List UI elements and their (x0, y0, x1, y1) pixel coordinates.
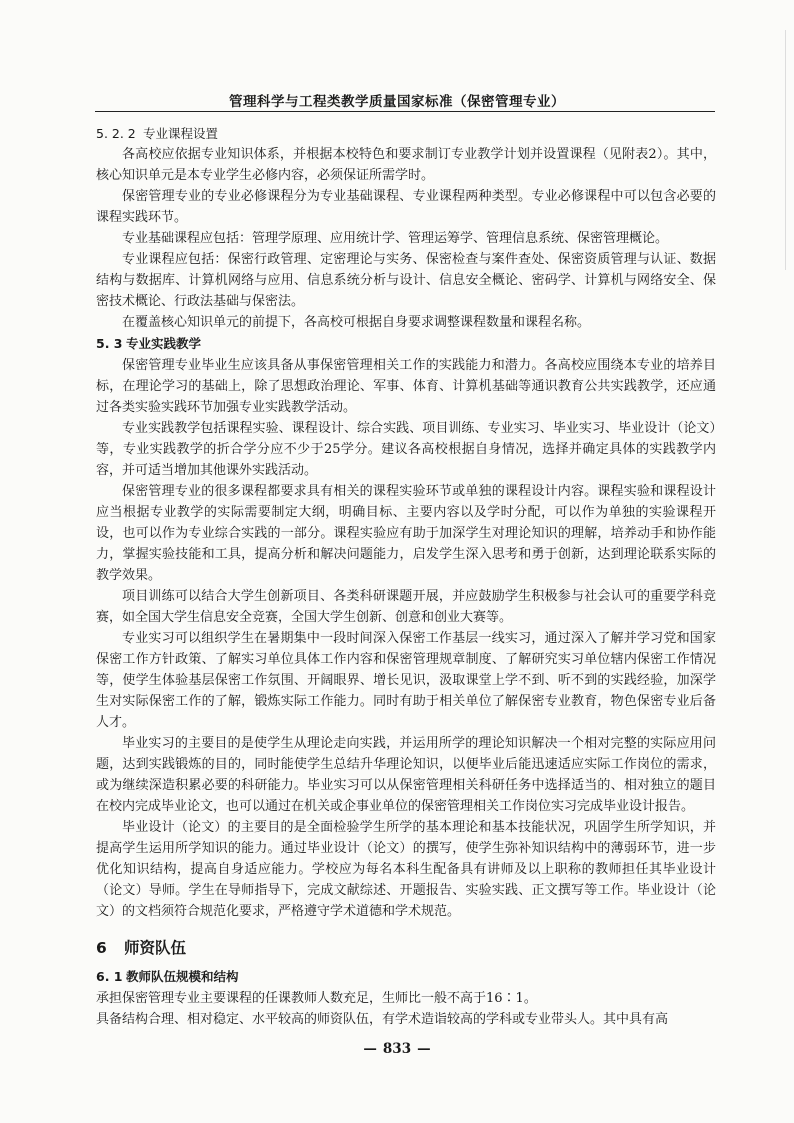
section-number: 5. 3 (96, 336, 123, 351)
section-title: 教师队伍规模和结构 (126, 969, 239, 984)
section-title: 专业实践教学 (126, 336, 202, 351)
paragraph: 保密管理专业毕业生应该具备从事保密管理相关工作的实践能力和潜力。各高校应围绕本专业的培养目标，在理论学习的基础上，除了思想政治理论、军事、体育、计算机基础等通识教育公共实践教学，还应通过各类实验实践环节加强专业实践教学活动。 (96, 358, 716, 415)
paragraph: 保密管理专业的很多课程都要求具有相关的课程实验环节或单独的课程设计内容。课程实验和课程设计应当根据专业教学的实际需要制定大纲，明确目标、主要内容以及学时分配，可以作为单独的实验课程开设，也可以作为专业综合实践的一部分。课程实验应有助于加深学生对理论知识的理解，培养动手和协作能力，掌握实验技能和工具，提高分析和解决问题能力，启发学生深入思考和勇于创新，达到理论联系实际的教学效果。 (96, 484, 716, 583)
paragraph: 毕业实习的主要目的是使学生从理论走向实践，并运用所学的理论知识解决一个相对完整的实际应用问题，达到实践锻炼的目的，同时能使学生总结升华理论知识，以便毕业后能迅速适应实际工作岗位的需求，或为继续深造积累必要的科研能力。毕业实习可以从保密管理相关科研任务中选择适当的、相对独立的题目在校内完成毕业论文，也可以通过在机关或企事业单位的保密管理相关工作岗位实习完成毕业设计报告。 (96, 736, 716, 814)
paragraph: 专业实践教学包括课程实验、课程设计、综合实践、项目训练、专业实习、毕业实习、毕业设计（论文）等，专业实践教学的折合学分应不少于25学分。建议各高校根据自身情况，选择并确定具体的实践教学内容，并可适当增加其他课外实践活动。 (96, 421, 716, 478)
paragraph: 保密管理专业的专业必修课程分为专业基础课程、专业课程两种类型。专业必修课程中可以包含必要的课程实践环节。 (96, 189, 716, 225)
paragraph: 专业课程应包括：保密行政管理、定密理论与实务、保密检查与案件查处、保密资质管理与认证、数据结构与数据库、计算机网络与应用、信息系统分析与设计、信息安全概论、密码学、计算机与网络安全、保密技术概论、行政法基础与保密法。 (96, 252, 716, 309)
paragraph: 在覆盖核心知识单元的前提下，各高校可根据自身要求调整课程数量和课程名称。 (122, 315, 591, 330)
section-number: 5. 2. 2 (96, 126, 136, 141)
running-header: 管理科学与工程类教学质量国家标准（保密管理专业） (229, 94, 565, 110)
paragraph: 项目训练可以结合大学生创新项目、各类科研课题开展，并应鼓励学生积极参与社会认可的重要学科竞赛，如全国大学生信息安全竞赛，全国大学生创新、创意和创业大赛等。 (96, 589, 716, 625)
chapter-heading-6 (96, 936, 716, 958)
section-heading-5-3 (96, 333, 716, 355)
document-body (96, 123, 716, 1030)
page-number-dash: — (363, 1041, 377, 1057)
paragraph: 具备结构合理、相对稳定、水平较高的师资队伍，有学术造诣较高的学科或专业带头人。其中具有高 (96, 1012, 669, 1027)
header-rule (95, 111, 715, 112)
scan-edge-line (785, 30, 786, 270)
paragraph: 专业实习可以组织学生在暑期集中一段时间深入保密工作基层一线实习，通过深入了解并学习党和国家保密工作方针政策、了解实习单位具体工作内容和保密管理规章制度、了解研究实习单位辖内保密工作情况等，使学生体验基层保密工作氛围、开阔眼界、增长见识，汲取课堂上学不到、听不到的实践经验，加深学生对实际保密工作的了解，锻炼实际工作能力。同时有助于相关单位了解保密专业教育，物色保密专业后备人才。 (96, 631, 716, 730)
page-number-dash: — (417, 1041, 431, 1057)
section-heading-5-2-2 (96, 123, 716, 144)
paragraph: 毕业设计（论文）的主要目的是全面检验学生所学的基本理论和基本技能状况，巩固学生所学知识，并提高学生运用所学知识的能力。通过毕业设计（论文）的撰写，使学生弥补知识结构中的薄弱环节，进一步优化知识结构，提高自身适应能力。学校应为每名本科生配备具有讲师及以上职称的教师担任其毕业设计（论文）导师。学生在导师指导下，完成文献综述、开题报告、实验实践、正文撰写等工作。毕业设计（论文）的文档须符合规范化要求，严格遵守学术道德和学术规范。 (96, 820, 716, 919)
paragraph: 各高校应依据专业知识体系，并根据本校特色和要求制订专业教学计划并设置课程（见附表2）。其中，核心知识单元是本专业学生必修内容，必须保证所需学时。 (96, 147, 716, 183)
section-title: 专业课程设置 (143, 126, 219, 141)
section-heading-6-1 (96, 966, 716, 988)
section-number: 6. 1 (96, 969, 123, 984)
page-number-value: 833 (382, 1041, 412, 1057)
paragraph: 承担保密管理专业主要课程的任课教师人数充足，生师比一般不高于16∶1。 (96, 991, 537, 1006)
paragraph: 专业基础课程应包括：管理学原理、应用统计学、管理运筹学、管理信息系统、保密管理概论。 (122, 231, 669, 246)
chapter-title: 师资队伍 (124, 939, 187, 957)
chapter-number: 6 (96, 939, 107, 957)
page-number (0, 1041, 794, 1057)
